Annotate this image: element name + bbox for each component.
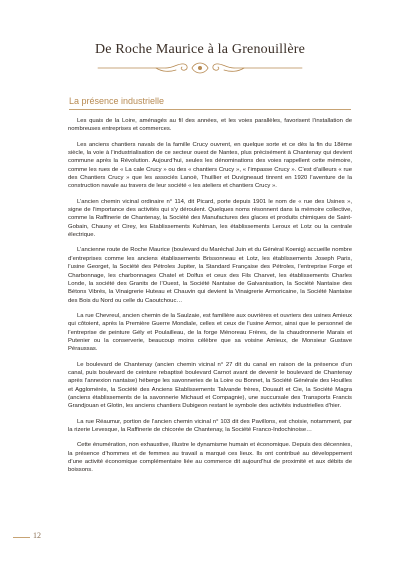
paragraph-4: L’ancienne route de Roche Maurice (boulevard du Maréchal Juin et du Général Koenig) accueille nombre d’entreprises comme les anciens établissements Brissonneau et Lotz, les établissements Joseph Paris, l’usine Georget, la Société des Pétroles Jupiter, la Standard Française des Pétroles, l’entreprise Forge et Charbonnage, les charbonnages Chatel et Dolfus et ceux des Fils Charvet, les établissements Charles Londe, la société des Granits de l’Ouest, la Société Nantaise de Galvanisation, la Société Nantaise des Bétons Vibrés, la Vinaigrerie Huteau et Chauvin qui devient la Vinaigrerie Armoricaine, la Société Nantaise des Bois du Nord ou celle du Caoutchouc… [68, 247, 352, 304]
page-number: 12 [33, 531, 41, 540]
page-number-rule [13, 537, 30, 538]
paragraph-7: La rue Réaumur, portion de l’ancien chemin vicinal n° 103 dit des Pavillons, est choisie, notamment, par la rizerie Levesque, la Raffinerie de chicorée de Chantenay, la Société Franco-Indochinoise… [68, 418, 352, 433]
section-heading: La présence industrielle [69, 96, 165, 106]
paragraph-1: Les quais de la Loire, aménagés au fil des années, et les voies parallèles, favorisent l’installation de nombreuses entreprises et commerces. [68, 118, 352, 133]
page-title: De Roche Maurice à la Grenouillère [94, 42, 306, 57]
paragraph-8: Cette énumération, non exhaustive, illustre le dynamisme humain et économique. Depuis des décennies, la présence d’hommes et de femmes au travail a marqué ces lieux. Ils ont contribué au développement d’une activité économique complémentaire liée au commerce dit aujourd’hui de proximité et aux débits de boissons. [68, 442, 352, 474]
paragraph-2: Les anciens chantiers navals de la famille Crucy ouvrent, en quelque sorte et ce dès la fin du 18ème siècle, la voie à l’industrialisation de ce secteur ouest de Nantes, plus précisément à Chantenay qui devient commune après la Révolution. Aujourd’hui, seules les dénominations des voies rappellent cette mémoire, comme les rues de « La cale Crucy » ou des « chantiers Crucy », « l’impasse Crucy ». C’est d’ailleurs « rue des Chantiers Crucy » que les associés Lanoë, Thuillier et Duvigneaud tinrent en 1920 l’aventure de la construction navale au travers de leur société « les ateliers et chantiers Crucy ». [68, 141, 352, 190]
paragraph-5: La rue Chevreul, ancien chemin de la Saulzaie, est familière aux ouvrières et ouvriers des usines Amieux qui côtoient, après la Première Guerre Mondiale, celles et ceux de l’usine Armor, ainsi que le personnel de l’entreprise de peinture Gély et Poulailleau, de la forge Ménoreau Frères, de la chaudronnerie Marais et Putenier ou la conserverie, beaucoup moins célèbre que sa voisine Amieux, de Monsieur Gustave Péraussas. [68, 312, 352, 353]
page-header [0, 36, 400, 96]
paragraph-6: Le boulevard de Chantenay (ancien chemin vicinal n° 27 dit du canal en raison de la présence d’un canal, puis boulevard de ceinture rebaptisé boulevard Carnot avant de devenir le boulevard de Chantenay après l’annexion nantaise) héberge les savonneries de la Loire ou Bonnet, la Société Générale des Houilles et Agglomérés, la Société des Anciens Etablissements Talvande frères, Douault et Cie, la Société Magra (anciens établissements de la savonnerie Michaud et Compagnie), une succursale des Transports Francis Grandjouan et Glotin, les anciens chantiers Dubigeon restant le symbole des activités industrielles d’hier. [68, 361, 352, 410]
section-divider [69, 109, 351, 110]
paragraph-3: L’ancien chemin vicinal ordinaire n° 114, dit Picard, porte depuis 1901 le nom de « rue des Usines », signe de l’importance des activités qui s’y déroulent. Quelques noms résonnent dans la mémoire collective, comme la Raffinerie de Chantenay, la Société des Manufactures des glaces et produits chimiques de Saint-Gobain, Chauny et Cirey, les Etablissements Kuhlman, les établissements Leroux et Lotz ou la centrale électrique. [68, 198, 352, 239]
flourish-ornament-icon [96, 60, 304, 76]
body-text [68, 117, 352, 482]
